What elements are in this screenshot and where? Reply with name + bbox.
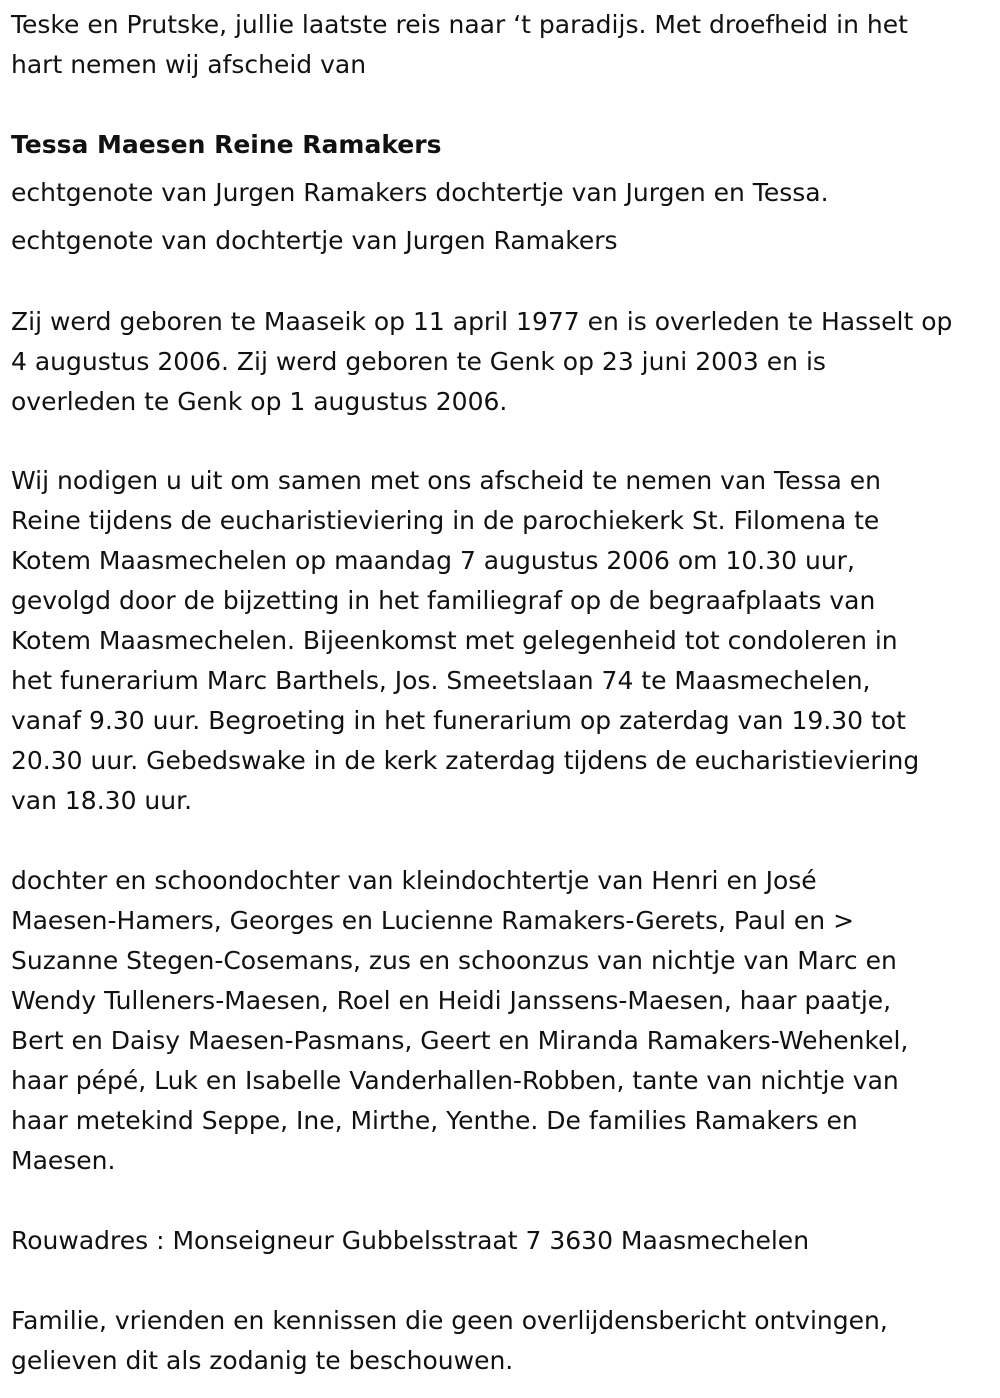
- family-line: haar metekind Seppe, Ine, Mirthe, Yenthe. De families Ramakers en: [11, 1106, 858, 1135]
- service-line: gevolgd door de bijzetting in het familiegraf op de begraafplaats van: [11, 586, 876, 615]
- service-line: van 18.30 uur.: [11, 786, 193, 815]
- service-line: Kotem Maasmechelen op maandag 7 augustus 2006 om 10.30 uur,: [11, 546, 855, 575]
- birth-death-line: 4 augustus 2006. Zij werd geboren te Genk op 23 juni 2003 en is: [11, 347, 826, 376]
- service-line: Wij nodigen u uit om samen met ons afscheid te nemen van Tessa en: [11, 466, 882, 495]
- service-line: 20.30 uur. Gebedswake in de kerk zaterdag tijdens de eucharistieviering: [11, 746, 920, 775]
- service-line: Reine tijdens de eucharistieviering in de parochiekerk St. Filomena te: [11, 506, 880, 535]
- family-line: Wendy Tulleners-Maesen, Roel en Heidi Janssens-Maesen, haar paatje,: [11, 986, 892, 1015]
- intro-line: hart nemen wij afscheid van: [11, 50, 367, 79]
- service-line: vanaf 9.30 uur. Begroeting in het funerarium op zaterdag van 19.30 tot: [11, 706, 906, 735]
- family-line: haar pépé, Luk en Isabelle Vanderhallen-Robben, tante van nichtje van: [11, 1066, 899, 1095]
- family-line: Bert en Daisy Maesen-Pasmans, Geert en Miranda Ramakers-Wehenkel,: [11, 1026, 909, 1055]
- intro-line: Teske en Prutske, jullie laatste reis naar ‘t paradijs. Met droefheid in het: [11, 10, 908, 39]
- birth-death-line: overleden te Genk op 1 augustus 2006.: [11, 387, 508, 416]
- family-line: Maesen.: [11, 1146, 116, 1175]
- family-line: Suzanne Stegen-Cosemans, zus en schoonzus van nichtje van Marc en: [11, 946, 897, 975]
- service-line: het funerarium Marc Barthels, Jos. Smeetslaan 74 te Maasmechelen,: [11, 666, 871, 695]
- mourning-address: Rouwadres : Monseigneur Gubbelsstraat 7 3630 Maasmechelen: [11, 1226, 810, 1255]
- service-line: Kotem Maasmechelen. Bijeenkomst met gelegenheid tot condoleren in: [11, 626, 898, 655]
- birth-death-line: Zij werd geboren te Maaseik op 11 april 1977 en is overleden te Hasselt op: [11, 307, 953, 336]
- relation-line: echtgenote van Jurgen Ramakers dochtertje van Jurgen en Tessa.: [11, 178, 829, 207]
- deceased-names: Tessa Maesen Reine Ramakers: [11, 130, 442, 159]
- family-line: Maesen-Hamers, Georges en Lucienne Ramakers-Gerets, Paul en >: [11, 906, 855, 935]
- relation-line: echtgenote van dochtertje van Jurgen Ramakers: [11, 226, 618, 255]
- closing-line: Familie, vrienden en kennissen die geen overlijdensbericht ontvingen,: [11, 1306, 888, 1335]
- closing-line: gelieven dit als zodanig te beschouwen.: [11, 1346, 514, 1375]
- family-line: dochter en schoondochter van kleindochtertje van Henri en José: [11, 866, 817, 895]
